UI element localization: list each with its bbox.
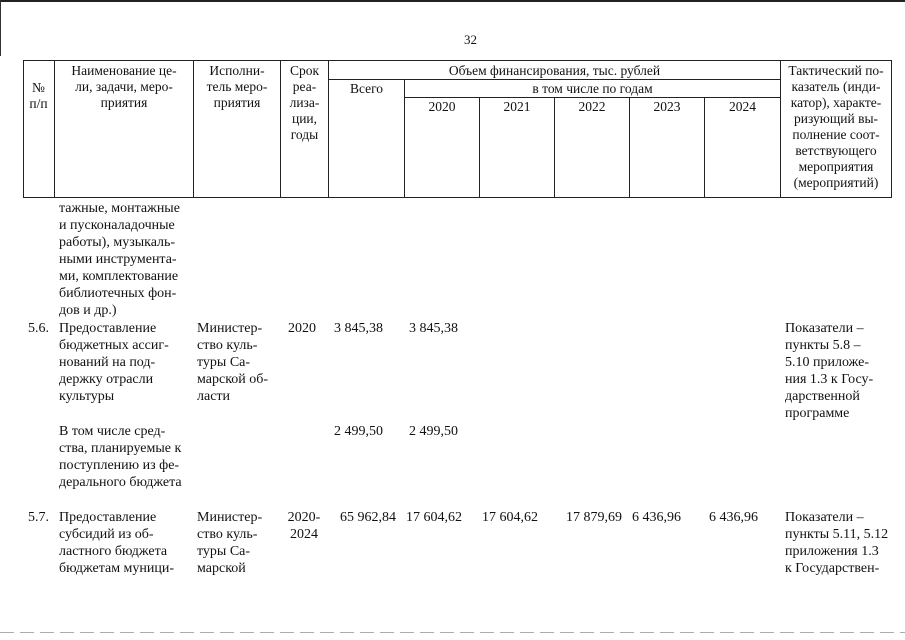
page-top-border [0,0,905,2]
header-total: Всего [349,81,384,96]
header-top-rule [23,60,892,61]
header-year-2023: 2023 [653,99,681,114]
row-num: 5.6. [28,321,49,336]
scan-artifact-line [0,632,905,633]
years-sub-rule [404,97,780,98]
row-2024: 6 436,96 [709,510,758,525]
row-executor: Министер- ство куль- туры Са- марской [197,510,263,576]
row-total: 3 845,38 [334,321,383,336]
continuation-text: тажные, монтажные и пусконаладочные работы), музыкаль- ными инструмента- ми, комплектование библиотечных фон- дов и др.) [59,201,180,318]
row-2020: 3 845,38 [409,321,458,336]
header-year-2021: 2021 [503,99,531,114]
row-name: Предоставление субсидий из об- ластного бюджета бюджетам муници- [59,510,175,576]
header-bottom-rule [23,197,892,198]
header-funding: Объем финансирования, тыс. рублей [448,63,661,78]
row-name: Предоставление бюджетных ассиг- нований на под- держку отрасли культуры [59,321,169,404]
row-executor: Министер- ство куль- туры Са- марской об- ласти [197,321,269,404]
header-year-2020: 2020 [428,99,456,114]
header-year-2024: 2024 [729,99,756,114]
row-name: В том числе сред- ства, планируемые к поступлению из фе- дерального бюджета [59,424,182,490]
row-indicator: Показатели – пункты 5.8 – 5.10 приложе- ния 1.3 к Госу- дарственной программе [785,321,874,421]
row-total: 65 962,84 [340,510,396,525]
row-indicator: Показатели – пункты 5.11, 5.12 приложения 1.3 к Государствен- [785,510,889,576]
row-term: 2020 [288,321,316,336]
page-left-border [0,0,1,56]
row-2023: 6 436,96 [632,510,681,525]
row-total: 2 499,50 [334,424,383,439]
header-num: № п/п [29,80,48,111]
header-name: Наименование це- ли, задачи, меро- приятия [71,63,177,110]
row-2022: 17 879,69 [566,510,622,525]
header-by-years: в том числе по годам [532,81,653,96]
row-2020: 17 604,62 [406,510,462,525]
row-term: 2020- 2024 [287,510,321,542]
funding-sub-rule [329,79,780,80]
page-number: 32 [464,32,477,47]
row-2021: 17 604,62 [482,510,538,525]
header-year-2022: 2022 [578,99,606,114]
header-term: Срок реа- лиза- ции, годы [289,63,320,142]
header-executor: Исполни- тель меро- приятия [206,63,268,110]
row-2020: 2 499,50 [409,424,458,439]
header-indicator: Тактический по- казатель (инди- катор), характе- ризующий вы- полнение соот- ветствующего мероприятия (мероприятий) [788,63,884,190]
row-num: 5.7. [28,510,49,525]
